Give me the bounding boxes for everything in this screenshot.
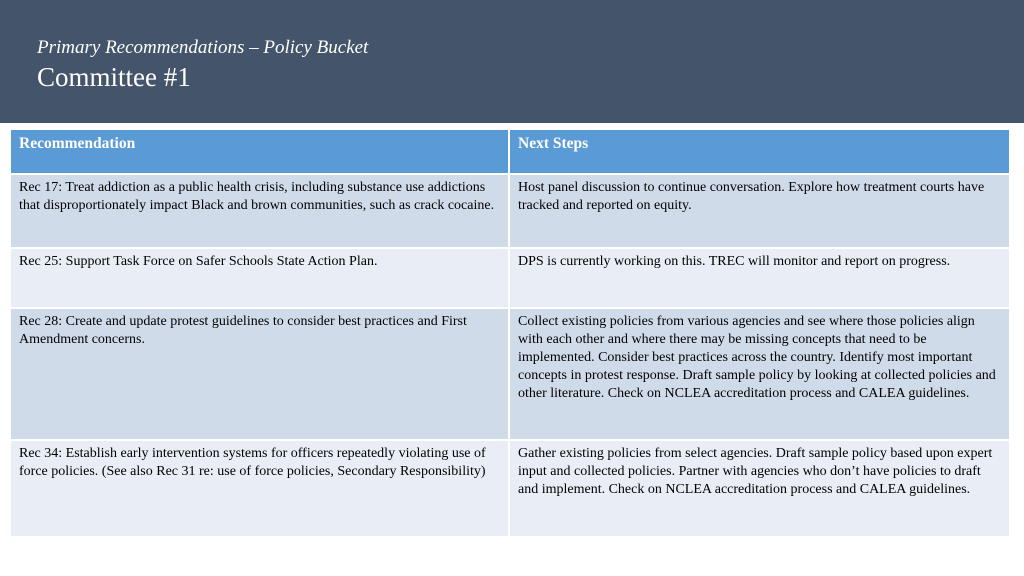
table-row bbox=[11, 174, 1009, 248]
table-header-row bbox=[11, 130, 1009, 174]
recommendations-table bbox=[11, 130, 1009, 536]
table-row bbox=[11, 248, 1009, 308]
recommendation-cell: Rec 17: Treat addiction as a public health crisis, including substance use addictions that disproportionately impact Black and brown communities, such as crack cocaine. bbox=[11, 174, 509, 248]
recommendation-cell: Rec 34: Establish early intervention systems for officers repeatedly violating use of force policies. (See also Rec 31 re: use of force policies, Secondary Responsibility) bbox=[11, 440, 509, 536]
table-row bbox=[11, 308, 1009, 440]
recommendation-cell: Rec 28: Create and update protest guidelines to consider best practices and First Amendment concerns. bbox=[11, 308, 509, 440]
slide-title: Committee #1 bbox=[37, 62, 191, 92]
table-row bbox=[11, 440, 1009, 536]
next-steps-cell: Gather existing policies from select agencies. Draft sample policy based upon expert input and collected policies. Partner with agencies who don’t have policies to draft and implement. Check on NCLEA accreditation process and CALEA guidelines. bbox=[509, 440, 1009, 536]
recommendation-cell: Rec 25: Support Task Force on Safer Schools State Action Plan. bbox=[11, 248, 509, 308]
header-next-steps: Next Steps bbox=[509, 130, 1009, 174]
title-banner bbox=[0, 0, 1024, 123]
slide-subtitle: Primary Recommendations – Policy Bucket bbox=[37, 37, 369, 58]
next-steps-cell: Host panel discussion to continue conversation. Explore how treatment courts have tracked and reported on equity. bbox=[509, 174, 1009, 248]
next-steps-cell: Collect existing policies from various agencies and see where those policies align with each other and where there may be missing concepts that need to be implemented. Consider best practices across the country. Identify most important concepts in protest response. Draft sample policy by looking at collected policies and other literature. Check on NCLEA accreditation process and CALEA guidelines. bbox=[509, 308, 1009, 440]
header-recommendation: Recommendation bbox=[11, 130, 509, 174]
next-steps-cell: DPS is currently working on this. TREC will monitor and report on progress. bbox=[509, 248, 1009, 308]
